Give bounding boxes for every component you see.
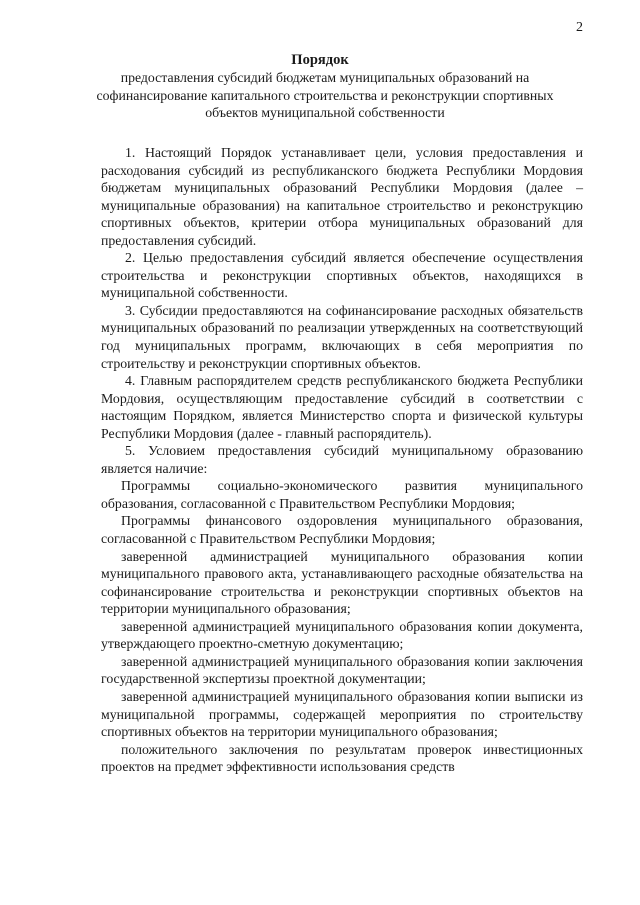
condition-item: Программы социально-экономического развития муниципального образования, согласованной с Правительством Республики Мордовия; [101, 478, 583, 511]
condition-item: заверенной администрацией муниципального образования копии документа, утверждающего проектно-сметную документацию; [101, 618, 583, 652]
condition-item: заверенной администрацией муниципального образования копии заключения государственной экспертизы проектной документации; [101, 653, 583, 687]
paragraph-5: 5. Условием предоставления субсидий муниципальному образованию является наличие: [101, 443, 583, 476]
paragraph-4: 4. Главным распорядителем средств республиканского бюджета Республики Мордовия, осуществляющим предоставление субсидий в соответствии с настоящим Порядком, является Министерство спорта и физической культуры Республики Мордовия (далее - главный распорядитель). [101, 373, 583, 441]
condition-item: заверенной администрацией муниципального образования копии выписки из муниципальной программы, содержащей мероприятия по строительству спортивных объектов на территории муниципального образования; [101, 688, 583, 740]
paragraph-3: 3. Субсидии предоставляются на софинансирование расходных обязательств муниципальных образований по реализации утвержденных на соответствующий год муниципальных программ, включающих в себя мероприятия по строительству и реконструкции спортивных объектов. [101, 302, 583, 371]
page-number: 2 [576, 20, 583, 35]
document-body [101, 144, 583, 776]
condition-item: положительного заключения по результатам проверок инвестиционных проектов на предмет эффективности использования средств [101, 741, 583, 775]
condition-item: Программы финансового оздоровления муниципального образования, согласованной с Правительством Республики Мордовия; [101, 513, 583, 547]
paragraph-1: 1. Настоящий Порядок устанавливает цели, условия предоставления и расходования субсидий из республиканского бюджета Республики Мордовия бюджетам муниципальных образований Республики Мордовия (далее – муниципальные образования) на капитальное строительство и реконструкцию спортивных объектов, критерии отбора муниципальных образований для предоставления субсидий. [101, 145, 583, 248]
condition-item: заверенной администрацией муниципального образования копии муниципального правового акта, устанавливающего расходные обязательства на софинансирование строительства и реконструкции спортивных объектов на территории муниципального образования; [101, 548, 583, 617]
document-title: Порядок [291, 52, 349, 68]
paragraph-2: 2. Целью предоставления субсидий является обеспечение осуществления строительства и реконструкции спортивных объектов, находящихся в муниципальной собственности. [101, 250, 583, 301]
document-subtitle: предоставления субсидий бюджетам муниципальных образований на софинансирование капитального строительства и реконструкции спортивных объектов муниципальной собственности [96, 70, 554, 121]
